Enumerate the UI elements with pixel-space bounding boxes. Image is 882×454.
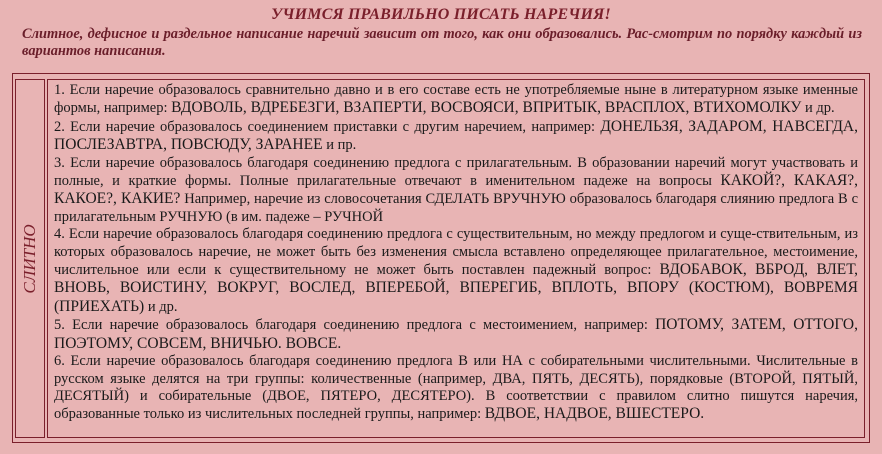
- rule-1-text: 1. Если наречие образовалось сравнительно давно и в его составе есть не употребляемые ныне в литературном языке именные формы, например:: [54, 82, 858, 117]
- rule-4-text: 4. Если наречие образовалось благодаря соединению предлога с существительным, но между предлогом и суще-ствительным, из которых образовалось наречие, не может быть без изменения смысла вставлено определяющее прилагательное, местоимение, числительное или если к существительному не может быть поставлен падежный вопрос:: [54, 226, 858, 279]
- rule-3-tail: Например, наречие из словосочетания СДЕЛАТЬ ВРУЧНУЮ образовалось благодаря слиянию предлога В с прилагательным РУЧНУЮ (в им. падеже – РУЧНОЙ: [54, 191, 859, 225]
- rule-2: [54, 118, 858, 155]
- rule-3-examples: КАКОЙ?, КАКАЯ?, КАКОЕ?, КАКИЕ?: [54, 172, 858, 208]
- rule-2-examples: ДОНЕЛЬЗЯ, ЗАДАРОМ, НАВСЕГДА, ПОСЛЕЗАВТРА, ПОВСЮДУ, ЗАРАНЕЕ: [54, 117, 858, 154]
- rule-3-text: 3. Если наречие образовалось благодаря соединению предлога с прилагательным. В образовании наречий могут участвовать и полные, и краткие формы. Полные прилагательные отвечают в именительном падеже на вопросы: [54, 154, 858, 190]
- rule-6-examples: ВДВОЕ, НАДВОЕ, ВШЕСТЕРО.: [484, 405, 705, 423]
- rule-1-examples: ВДОВОЛЬ, ВДРЕБЕЗГИ, ВЗАПЕРТИ, ВОСВОЯСИ, ВПРИТЫК, ВРАСПЛОХ, ВТИХОМОЛКУ: [171, 99, 802, 117]
- rule-6-text: 6. Если наречие образовалось благодаря соединению предлога В или НА с собирательными числительными. Числительные в русском языке делятся на три группы: количественные (например, ДВА, ПЯТЬ, ДЕСЯТЬ), порядковые (ВТОРОЙ, ПЯТЫЙ, ДЕСЯТЫЙ) и собирательные (ДВОЕ, ПЯТЕРО, ДЕСЯТЕРО). В соответствии с правилом слитно пишутся наречия, образованные только из числительных последней группы, например:: [54, 353, 858, 423]
- page-title: УЧИМСЯ ПРАВИЛЬНО ПИСАТЬ НАРЕЧИЯ!: [271, 6, 611, 23]
- rule-6: [54, 353, 858, 424]
- intro-paragraph: Слитное, дефисное и раздельное написание наречий зависит от того, как они образовались. Рас-смотрим по порядку каждый из вариантов написания.: [22, 26, 862, 59]
- rule-1-tail: и др.: [801, 100, 835, 117]
- rule-5-examples: ПОТОМУ, ЗАТЕМ, ОТТОГО, ПОЭТОМУ, СОВСЕМ, ВНИЧЬЮ. ВОВСЕ.: [54, 316, 858, 352]
- side-label: СЛИТНО: [20, 223, 39, 294]
- rule-4: [54, 226, 858, 316]
- side-label-cell: [15, 79, 45, 438]
- rule-3: [54, 155, 858, 227]
- rule-5-text: 5. Если наречие образовалось благодаря соединению предлога с местоимением, например:: [54, 317, 656, 334]
- rule-4-tail: и др.: [144, 298, 178, 315]
- rule-5: [54, 316, 858, 353]
- rule-2-tail: и пр.: [322, 137, 357, 154]
- rule-4-examples: ВДОБАВОК, ВБРОД, ВЛЕТ, ВНОВЬ, ВОИСТИНУ, ВОКРУГ, ВОСЛЕД, ВПЕРЕБОЙ, ВПЕРЕГИБ, ВПЛОТЬ, ВПОРУ (КОСТЮМ), ВОВРЕМЯ (ПРИЕХАТЬ): [54, 261, 859, 315]
- rules-content: [47, 79, 865, 438]
- rule-1: [54, 82, 858, 118]
- rule-2-text: 2. Если наречие образовалось соединением приставки с другим наречием, например:: [54, 118, 601, 135]
